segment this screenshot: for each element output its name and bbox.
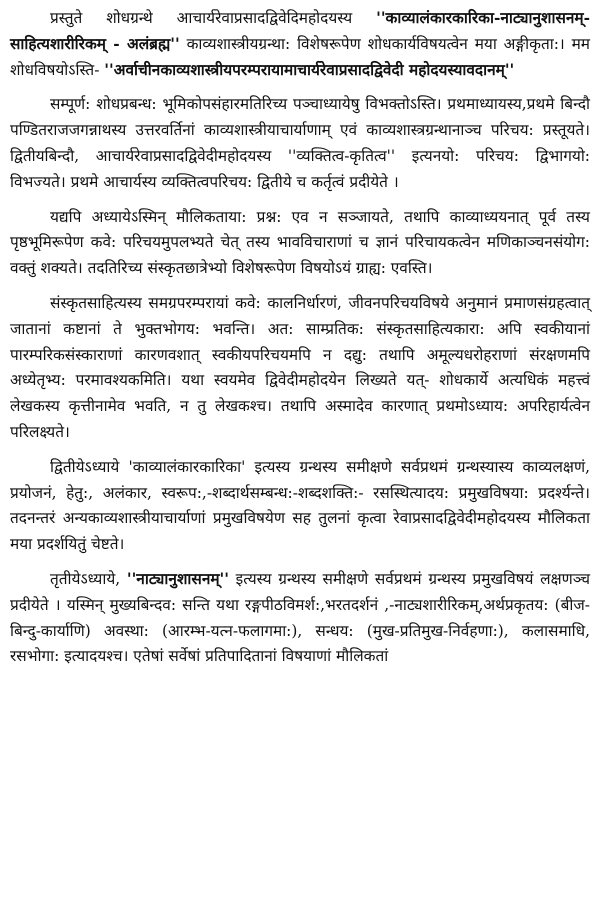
- bold-text-segment: ''अर्वाचीनकाव्यशास्त्रीयपरम्परायामाचार्यरेवाप्रसादद्विवेदी महोदयस्यावदानम्'': [104, 60, 515, 79]
- text-segment: सम्पूर्ण: शोधप्रबन्ध: भूमिकोपसंहारमतिरिच्य पञ्चाध्यायेषु विभक्तोऽस्ति। प्रथमाध्यायस्य,प्रथमे बिन्दौ पण्डितराजजगन्नाथस्य उत्तरवर्तिनां काव्यशास्त्रीयाचार्याणाम् एवं काव्यशास्त्रग्रन्थानाञ्च परिचय: प्रस्तूयते। द्वितीयबिन्दौ, आचार्यरेवाप्रसादद्विवेदीमहोदयस्य ''व्यक्तित्व-कृतित्व'' इत्यनयो: परिचय: द्विभागयो: विभज्यते। प्रथमे आचार्यस्य व्यक्तित्वपरिचय: द्वितीये च कर्तृत्वं प्रदीयेते ।: [10, 95, 590, 191]
- paragraph: [10, 291, 590, 446]
- text-segment: संस्कृतसाहित्यस्य समग्रपरम्परायां कवे: कालनिर्धारणं, जीवनपरिचयविषये अनुमानं प्रमाणसंग्रहत्वात् जातानां कष्टानां ते भुक्तभोगय: भवन्ति। अत: साम्प्रतिक: संस्कृतसाहित्यकारा: अपि स्वकीयानां पारम्परिकसंस्काराणां कारणवशात् स्वकीयपरिचयमपि न दद्यु: तथापि अमूल्यधरोहराणां संरक्षणमपि अध्येतृभ्य: परमावश्यकमिति। यथा स्वयमेव द्विवेदीमहोदयेन लिख्यते यत्- शोधकार्ये अत्यधिकं महत्त्वं लेखकस्य कृत्तीनामेव भवति, न तु लेखकश्च। तथापि अस्मादेव कारणात् प्रथमोऽध्याय: अपरिहार्यत्वेन परिलक्ष्यते।: [10, 293, 590, 441]
- text-segment: प्रस्तुते शोधग्रन्थे आचार्यरेवाप्रसादद्विवेदिमहोदयस्य: [50, 9, 377, 27]
- text-segment: यद्यपि अध्यायेऽस्मिन् मौलिकताया: प्रश्न: एव न सञ्जायते, तथापि काव्याध्ययनात् पूर्व तस्य पृष्ठभूमिरूपेण कवे: परिचयमुपलभ्यते चेत् तस्य भावविचाराणां च ज्ञानं परिचायकत्वेन मणिकाञ्चनसंयोग: वक्तुं शक्यते। तदतिरिच्य संस्कृतछात्रेभ्यो विशेषरूपेण विषयोऽयं ग्राह्य: एवस्ति।: [10, 207, 590, 278]
- text-segment: इत्यस्य ग्रन्थस्य समीक्षणे सर्वप्रथमं ग्रन्थस्य प्रमुखविषयं लक्षणञ्च प्रदीयेते । यस्मिन् मुख्यबिन्दव: सन्ति यथा रङ्गपीठविमर्श:,भरतदर्शनं ,-नाट्यशारीरिकम्,अर्थप्रकृतय: (बीज-बिन्दु-कार्याणि) अवस्था: (आरम्भ-यत्न-फलागमा:), सन्धय: (मुख-प्रतिमुख-निर्वहणा:), कलासमाधि, रसभोगा: इत्यादयश्च। एतेषां सर्वेषां प्रतिपादितानां विषयाणां मौलिकतां: [10, 569, 590, 666]
- document-body: [10, 6, 590, 670]
- paragraph: [10, 6, 590, 83]
- bold-text-segment: ''काव्यालंकारकारिका-नाट्यानुशासनम्-साहित्यशारीरिकम् - अलंब्रह्म'': [10, 9, 590, 53]
- paragraph: [10, 205, 590, 282]
- paragraph: [10, 567, 590, 670]
- text-segment: काव्यशास्त्रीयग्रन्था: विशेषरूपेण शोधकार्यविषयत्वेन मया अङ्गीकृता:। मम शोधविषयोऽस्ति-: [10, 34, 590, 79]
- paragraph: [10, 455, 590, 558]
- bold-text-segment: ''नाट्यानुशासनम्'': [126, 569, 229, 588]
- text-segment: द्वितीयेऽध्याये 'काव्यालंकारकारिका' इत्यस्य ग्रन्थस्य समीक्षणे सर्वप्रथमं ग्रन्थस्यास्य काव्यलक्षणं, प्रयोजनं, हेतु:, अलंकार, स्वरूप:,-शब्दार्थसम्बन्ध:-शब्दशक्ति:- रसस्थित्यादय: प्रमुखविषया: प्रदर्श्यन्ते। तदनन्तरं अन्यकाव्यशास्त्रीयाचार्याणां प्रमुखविषयेण सह तुलनां कृत्वा रेवाप्रसादद्विवेदीमहोदयस्य मौलिकता मया प्रदर्शयितुं चेष्टते।: [10, 457, 590, 554]
- text-segment: तृतीयेऽध्याये,: [50, 569, 127, 588]
- paragraph: [10, 92, 590, 195]
